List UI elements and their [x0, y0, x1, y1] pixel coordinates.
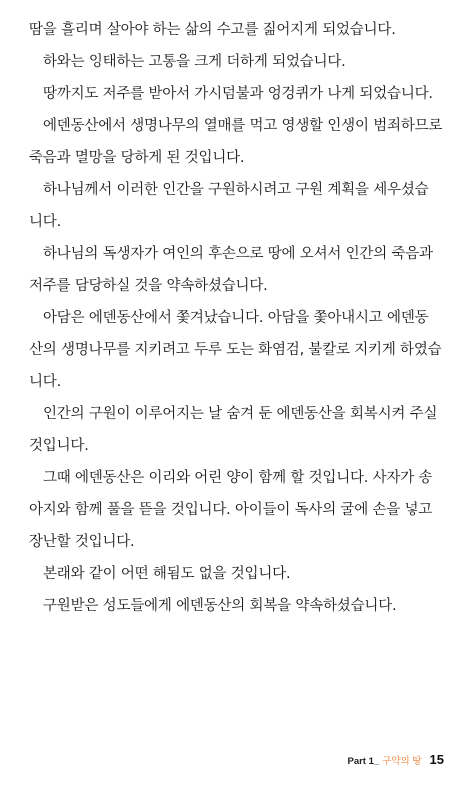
- text-line: 죽음과 멸망을 당하게 된 것입니다.: [29, 150, 245, 166]
- text-line: 인간의 구원이 이루어지는 날 숨겨 둔 에덴동산을 회복시켜 주실: [43, 406, 438, 422]
- text-line: 하와는 잉태하는 고통을 크게 더하게 되었습니다.: [43, 54, 346, 70]
- text-line: 하나님께서 이러한 인간을 구원하시려고 구원 계획을 세우셨습: [43, 182, 429, 198]
- text-line: 저주를 담당하실 것을 약속하셨습니다.: [29, 278, 268, 294]
- text-line: 구원받은 성도들에게 에덴동산의 회복을 약속하셨습니다.: [43, 598, 397, 614]
- text-line: 니다.: [29, 374, 62, 390]
- text-line: 땅까지도 저주를 받아서 가시덤불과 엉겅퀴가 나게 되었습니다.: [43, 86, 433, 102]
- text-line: 아담은 에덴동산에서 쫓겨났습니다. 아담을 쫓아내시고 에덴동: [43, 310, 429, 326]
- text-line: 장난할 것입니다.: [29, 534, 135, 550]
- text-line: 것입니다.: [29, 438, 89, 454]
- text-line: 하나님의 독생자가 여인의 후손으로 땅에 오셔서 인간의 죽음과: [43, 246, 433, 262]
- text-line: 본래와 같이 어떤 해됨도 없을 것입니다.: [43, 566, 291, 582]
- body-text: [29, 14, 449, 622]
- page-number: 15: [429, 752, 444, 767]
- text-line: 그때 에덴동산은 이리와 어린 양이 함께 할 것입니다. 사자가 송: [43, 470, 433, 486]
- text-line: 니다.: [29, 214, 62, 230]
- text-line: 땀을 흘리며 살아야 하는 삶의 수고를 짊어지게 되었습니다.: [29, 22, 396, 38]
- footer-chapter-title: 구약의 땅: [382, 756, 422, 767]
- text-line: 에덴동산에서 생명나무의 열매를 먹고 영생할 인생이 범죄하므로: [43, 118, 443, 134]
- page-footer: [347, 750, 444, 770]
- footer-part-label: Part 1_: [347, 756, 380, 767]
- text-line: 아지와 함께 풀을 뜯을 것입니다. 아이들이 독사의 굴에 손을 넣고: [29, 502, 433, 518]
- text-line: 산의 생명나무를 지키려고 두루 도는 화염검, 불칼로 지키게 하였습: [29, 342, 442, 358]
